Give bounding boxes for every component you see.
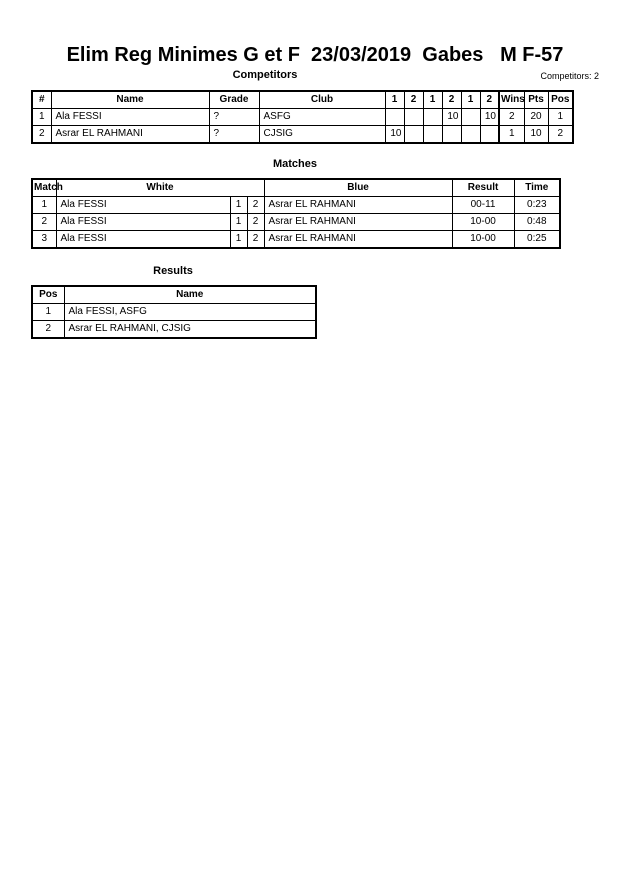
col-header-score-5: 1 <box>461 91 480 109</box>
competitor-pts: 20 <box>524 109 548 126</box>
competitor-score <box>404 109 423 126</box>
competitor-score <box>423 109 442 126</box>
competitor-score <box>461 126 480 144</box>
match-result: 00-11 <box>452 197 514 214</box>
match-white: Ala FESSI <box>56 214 230 231</box>
competitor-wins: 1 <box>499 126 524 144</box>
table-row <box>32 126 573 144</box>
match-white: Ala FESSI <box>56 231 230 249</box>
col-header-club: Club <box>259 91 385 109</box>
competitors-table <box>31 90 574 144</box>
table-row <box>32 197 560 214</box>
col-header-blue: Blue <box>264 179 452 197</box>
competitor-club: CJSIG <box>259 126 385 144</box>
competitor-score <box>461 109 480 126</box>
competitor-score: 10 <box>480 109 499 126</box>
match-blue: Asrar EL RAHMANI <box>264 214 452 231</box>
competitors-count: Competitors: 2 <box>540 71 599 81</box>
competitor-score <box>404 126 423 144</box>
competitor-score <box>442 126 461 144</box>
match-result: 10-00 <box>452 231 514 249</box>
table-row <box>32 214 560 231</box>
competitor-score: 10 <box>442 109 461 126</box>
result-pos: 2 <box>32 321 64 339</box>
match-number: 2 <box>32 214 56 231</box>
col-header-score-4: 2 <box>442 91 461 109</box>
match-time: 0:25 <box>514 231 560 249</box>
match-time: 0:48 <box>514 214 560 231</box>
competitor-pos: 1 <box>548 109 573 126</box>
match-white-num: 1 <box>230 231 247 249</box>
competitor-score: 10 <box>385 126 404 144</box>
competitor-num: 2 <box>32 126 51 144</box>
col-header-score-3: 1 <box>423 91 442 109</box>
results-heading: Results <box>153 265 193 277</box>
col-header-name: Name <box>51 91 209 109</box>
matches-heading: Matches <box>272 158 318 170</box>
competitors-header-row <box>32 91 573 109</box>
col-header-pos: Pos <box>32 286 64 304</box>
table-row <box>32 304 316 321</box>
competitor-score <box>385 109 404 126</box>
match-number: 1 <box>32 197 56 214</box>
results-header-row <box>32 286 316 304</box>
col-header-pos: Pos <box>548 91 573 109</box>
match-result: 10-00 <box>452 214 514 231</box>
match-blue: Asrar EL RAHMANI <box>264 197 452 214</box>
col-header-time: Time <box>514 179 560 197</box>
col-header-score-1: 1 <box>385 91 404 109</box>
col-header-result: Result <box>452 179 514 197</box>
col-header-match: Match <box>32 179 56 197</box>
results-table <box>31 285 317 339</box>
match-white: Ala FESSI <box>56 197 230 214</box>
col-header-score-2: 2 <box>404 91 423 109</box>
match-time: 0:23 <box>514 197 560 214</box>
result-pos: 1 <box>32 304 64 321</box>
table-row <box>32 109 573 126</box>
competitor-club: ASFG <box>259 109 385 126</box>
match-blue-num: 2 <box>247 231 264 249</box>
table-row <box>32 321 316 339</box>
matches-table <box>31 178 561 249</box>
competitors-heading: Competitors <box>232 69 298 81</box>
col-header-white: White <box>56 179 264 197</box>
match-blue-num: 2 <box>247 214 264 231</box>
competitor-grade: ? <box>209 126 259 144</box>
col-header-score-6: 2 <box>480 91 499 109</box>
match-white-num: 1 <box>230 197 247 214</box>
competitor-pts: 10 <box>524 126 548 144</box>
match-blue-num: 2 <box>247 197 264 214</box>
competitor-score <box>480 126 499 144</box>
col-header-name: Name <box>64 286 316 304</box>
col-header-num: # <box>32 91 51 109</box>
competitor-num: 1 <box>32 109 51 126</box>
competitor-pos: 2 <box>548 126 573 144</box>
page-title: Elim Reg Minimes G et F 23/03/2019 Gabes M F-57 <box>66 44 564 66</box>
col-header-grade: Grade <box>209 91 259 109</box>
col-header-pts: Pts <box>524 91 548 109</box>
competitor-name: Asrar EL RAHMANI <box>51 126 209 144</box>
competitor-wins: 2 <box>499 109 524 126</box>
match-number: 3 <box>32 231 56 249</box>
result-name: Ala FESSI, ASFG <box>64 304 316 321</box>
col-header-wins: Wins <box>499 91 524 109</box>
table-row <box>32 231 560 249</box>
competitor-name: Ala FESSI <box>51 109 209 126</box>
competitor-score <box>423 126 442 144</box>
match-white-num: 1 <box>230 214 247 231</box>
matches-header-row <box>32 179 560 197</box>
match-blue: Asrar EL RAHMANI <box>264 231 452 249</box>
result-name: Asrar EL RAHMANI, CJSIG <box>64 321 316 339</box>
competitor-grade: ? <box>209 109 259 126</box>
